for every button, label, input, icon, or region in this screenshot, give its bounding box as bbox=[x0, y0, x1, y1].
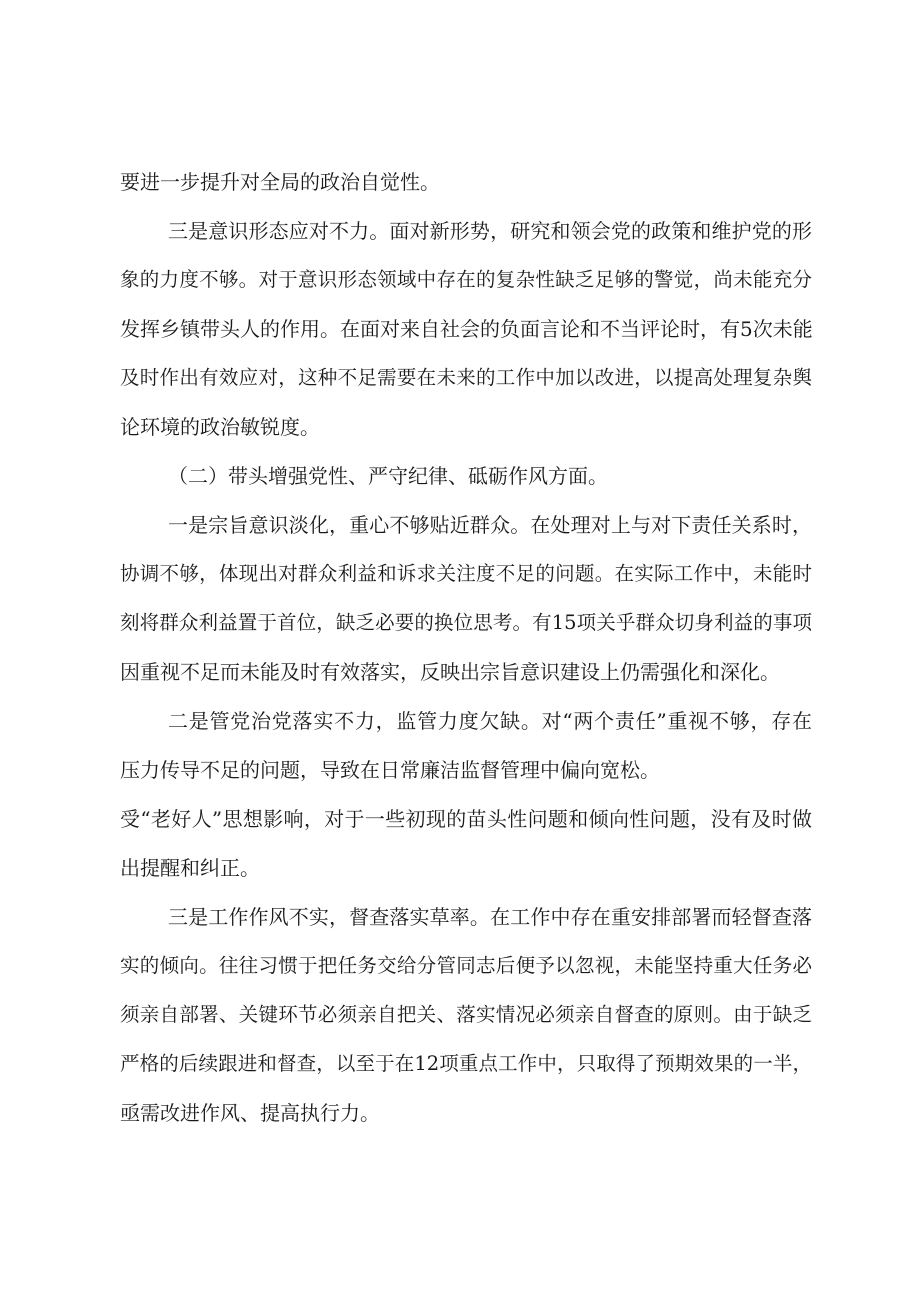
text-line: 严格的后续跟进和督查，以至于在12项重点工作中，只取得了预期效果的一半， bbox=[120, 1052, 812, 1075]
text-line: 因重视不足而未能及时有效落实，反映出宗旨意识建设上仍需强化和深化。 bbox=[120, 660, 780, 684]
text-line: 一是宗旨意识淡化，重心不够贴近群众。在处理对上与对下责任关系时， bbox=[168, 513, 812, 537]
text-line: 须亲自部署、关键环节必须亲自把关、落实情况必须亲自督查的原则。由于缺乏 bbox=[120, 1003, 812, 1026]
text-line: 二是管党治党落实不力，监管力度欠缺。对“两个责任”重视不够，存在 bbox=[168, 709, 812, 733]
text-line: 要进一步提升对全局的政治自觉性。 bbox=[120, 170, 440, 194]
text-line: 论环境的政治敏锐度。 bbox=[120, 415, 320, 439]
text-line: 出提醒和纠正。 bbox=[120, 856, 260, 880]
text-line: 发挥乡镇带头人的作用。在面对来自社会的负面言论和不当评论时，有5次未能 bbox=[120, 317, 813, 341]
text-line: 三是工作作风不实，督查落实草率。在工作中存在重安排部署而轻督查落 bbox=[168, 905, 812, 929]
text-line: 三是意识形态应对不力。面对新形势，研究和领会党的政策和维护党的形 bbox=[168, 219, 812, 243]
text-line: 及时作出有效应对，这种不足需要在未来的工作中加以改进，以提高处理复杂舆 bbox=[120, 366, 812, 389]
text-line: 压力传导不足的问题，导致在日常廉洁监督管理中偏向宽松。 bbox=[120, 758, 660, 782]
text-line: 实的倾向。往往习惯于把任务交给分管同志后便予以忽视，未能坚持重大任务必 bbox=[120, 954, 812, 977]
text-line: 亟需改进作风、提高执行力。 bbox=[120, 1101, 380, 1125]
text-line: 协调不够，体现出对群众利益和诉求关注度不足的问题。在实际工作中，未能时 bbox=[120, 562, 812, 585]
text-line: 刻将群众利益置于首位，缺乏必要的换位思考。有15项关乎群众切身利益的事项 bbox=[120, 611, 812, 634]
text-line: 受“老好人”思想影响，对于一些初现的苗头性问题和倾向性问题，没有及时做 bbox=[120, 807, 812, 831]
text-line: 象的力度不够。对于意识形态领域中存在的复杂性缺乏足够的警觉，尚未能充分 bbox=[120, 268, 812, 291]
section-heading: （二）带头增强党性、严守纪律、砥砺作风方面。 bbox=[168, 464, 608, 488]
